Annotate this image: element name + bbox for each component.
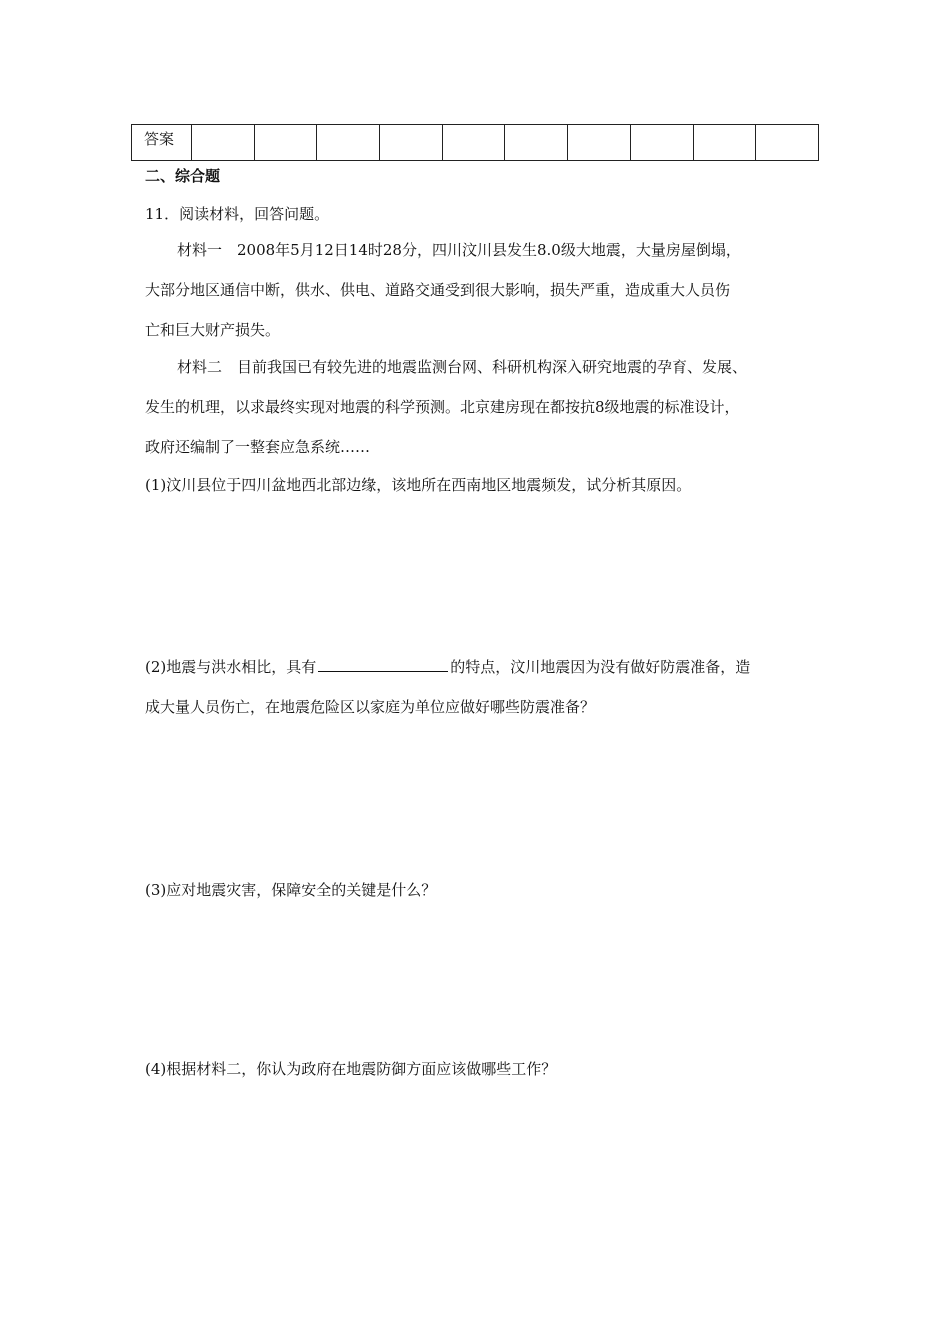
- answer-cell-10[interactable]: [756, 125, 819, 161]
- answer-table: [131, 124, 819, 161]
- answer-cell-1[interactable]: [192, 125, 255, 161]
- sub-question-2-line-1: [145, 657, 750, 677]
- material-two-line-2: 发生的机理，以求最终实现对地震的科学预测。北京建房现在都按抗8级地震的标准设计，: [145, 398, 740, 416]
- fill-in-blank[interactable]: [318, 657, 448, 672]
- answer-cell-2[interactable]: [254, 125, 317, 161]
- answer-cell-4[interactable]: [380, 125, 443, 161]
- material-one-line-3: 亡和巨大财产损失。: [145, 321, 281, 339]
- sub-question-2-after-blank: 的特点，汶川地震因为没有做好防震准备，造: [450, 658, 751, 676]
- sub-question-4: (4)根据材料二，你认为政府在地震防御方面应该做哪些工作？: [145, 1060, 557, 1078]
- sub-question-2-before-blank: (2)地震与洪水相比，具有: [145, 658, 317, 676]
- answer-label: 答案: [132, 125, 192, 161]
- sub-question-3: (3)应对地震灾害，保障安全的关键是什么？: [145, 881, 437, 899]
- sub-question-2-line-2: 成大量人员伤亡，在地震危险区以家庭为单位应做好哪些防震准备？: [145, 698, 596, 716]
- answer-cell-8[interactable]: [630, 125, 693, 161]
- answer-cell-7[interactable]: [568, 125, 631, 161]
- sub-question-1: (1)汶川县位于四川盆地西北部边缘，该地所在西南地区地震频发，试分析其原因。: [145, 476, 692, 494]
- material-one-line-2: 大部分地区通信中断，供水、供电、道路交通受到很大影响，损失严重，造成重大人员伤: [145, 281, 731, 299]
- answer-cell-3[interactable]: [317, 125, 380, 161]
- material-two-line-3: 政府还编制了一整套应急系统……: [145, 438, 371, 456]
- material-one-line-1: 材料一 2008年5月12日14时28分，四川汶川县发生8.0级大地震，大量房屋倒塌，: [177, 241, 741, 259]
- answer-cell-6[interactable]: [505, 125, 568, 161]
- material-two-line-1: 材料二 目前我国已有较先进的地震监测台网、科研机构深入研究地震的孕育、发展、: [177, 358, 748, 376]
- answer-cell-9[interactable]: [693, 125, 756, 161]
- question-stem: 11．阅读材料，回答问题。: [145, 205, 330, 223]
- section-title: 二、综合题: [145, 167, 221, 185]
- answer-cell-5[interactable]: [442, 125, 505, 161]
- answer-row: [132, 125, 819, 161]
